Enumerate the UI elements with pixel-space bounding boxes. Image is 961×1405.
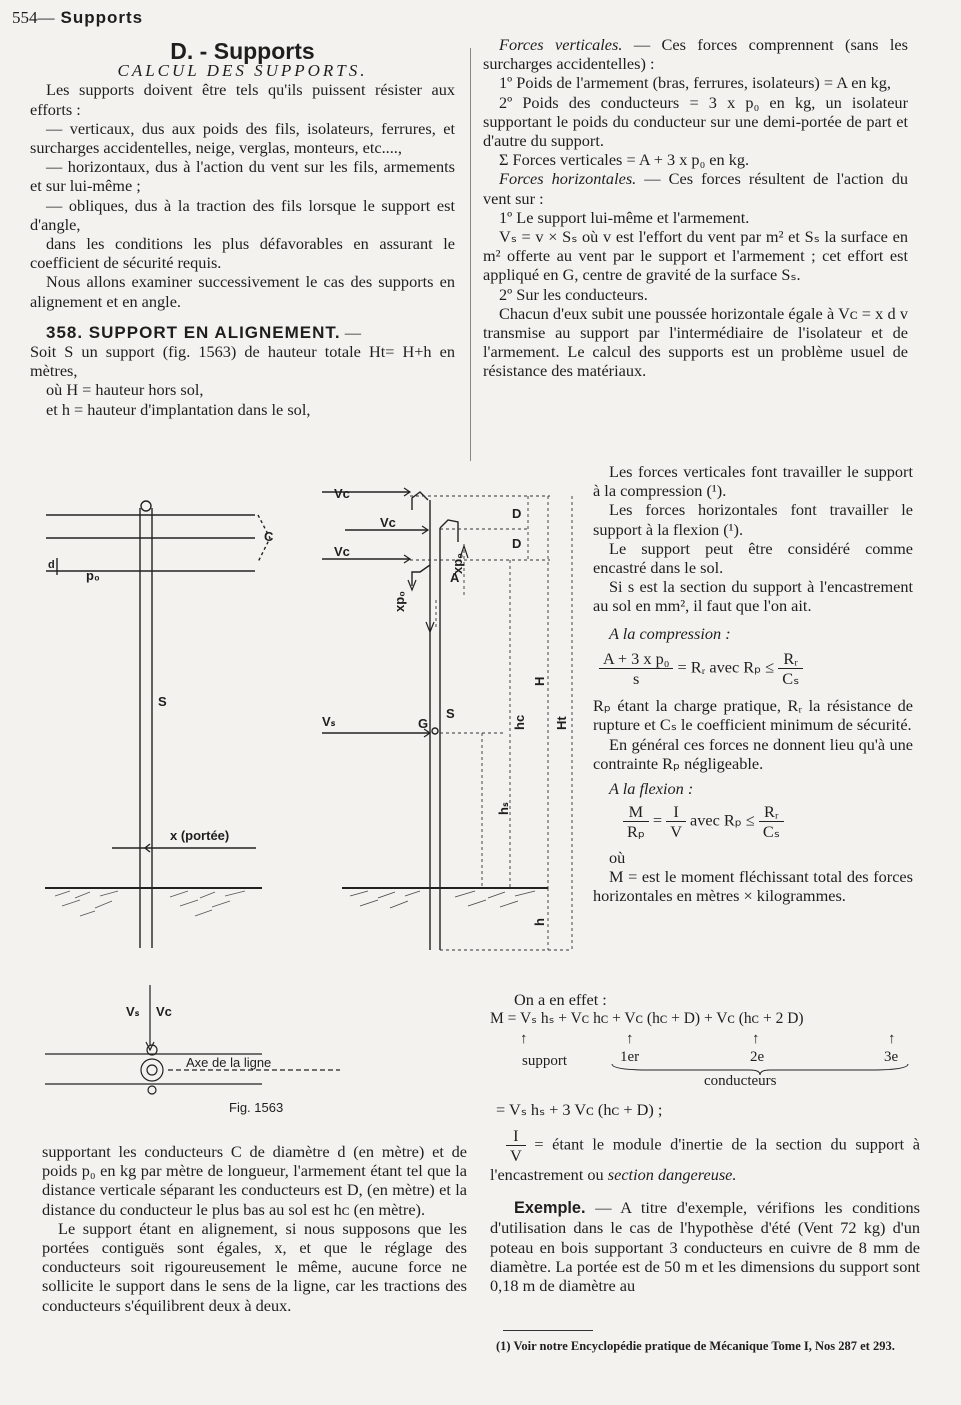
- arrow-2e: ↑: [752, 1031, 760, 1048]
- fig-label-vs: Vₛ: [322, 714, 336, 729]
- formula-flexion: $\frac{M}{\text{Rₚ}}$ = $\frac{I}{V}$ avec Rₚ ≤ $\frac{\text{Rᵣ}}{\text{Cₛ}}$: [623, 802, 913, 841]
- fig-label-s-right: S: [446, 706, 455, 721]
- a-compression: A la compression :: [609, 623, 731, 643]
- fig-label-d-1: D: [512, 506, 522, 521]
- p-flexion: Les forces horizontales font travailler le support à la flexion (¹).: [593, 500, 913, 539]
- fig-label-vc-1: Vᴄ: [334, 486, 350, 501]
- moment-equation: M = Vₛ hₛ + Vᴄ hᴄ + Vᴄ (hᴄ + D) + Vᴄ (hᴄ + 2 D): [490, 1010, 804, 1028]
- a-flexion: A la flexion :: [609, 779, 694, 799]
- inertia-paragraph: $\frac{I}{V}$ = étant le module d'inertie de la section du support à l'encastrement ou section dangereuse.: [490, 1125, 921, 1185]
- footnote: (1) Voir notre Encyclopédie pratique de Mécanique Tome I, Nos 287 et 293.: [496, 1339, 895, 1353]
- left-column-bottom: [42, 1142, 467, 1315]
- item-horizontal: — horizontaux, dus à l'action du vent sur les fils, armements et sur lui-même ;: [30, 157, 455, 196]
- fig-label-c: C: [264, 529, 274, 544]
- label-2e: 2e: [750, 1049, 765, 1066]
- fig-label-vc-3: Vᴄ: [334, 544, 350, 559]
- page-number: 554—: [12, 8, 55, 27]
- running-title: Supports: [60, 8, 144, 27]
- label-conducteurs: conducteurs: [704, 1073, 777, 1090]
- fh-item-2: 2º Sur les conducteurs.: [499, 284, 648, 304]
- fig-label-vs-plan: Vₛ: [126, 1004, 140, 1019]
- moment-equation-2: = Vₛ hₛ + 3 Vᴄ (hᴄ + D) ;: [496, 1100, 663, 1120]
- conditions-paragraph: dans les conditions les plus défavorables en assurant le coefficient de sécurité requis.: [30, 234, 455, 273]
- intro-paragraph: Les supports doivent être tels qu'ils puissent résister aux efforts :: [30, 80, 455, 119]
- formula-compression: $\frac{\text{A + 3 x p₀}}{s}$ = Rᵣ avec Rₚ ≤ $\frac{\text{Rᵣ}}{\text{Cₛ}}$: [599, 649, 913, 688]
- fig-label-portee: x (portée): [170, 828, 230, 843]
- examine-paragraph: Nous allons examiner successivement le cas des supports en alignement et en angle.: [30, 272, 455, 311]
- footnote-rule: [503, 1330, 593, 1331]
- p-general: En général ces forces ne donnent lieu qu'à une contrainte Rₚ négligeable.: [593, 734, 913, 773]
- fig-label-vc-plan: Vᴄ: [156, 1004, 172, 1019]
- p-rp: Rₚ étant la charge pratique, Rᵣ la résistance de rupture et Cₛ le coefficient minimum de sécurité.: [593, 696, 913, 735]
- after-figure-paragraph-2: Le support étant en alignement, si nous supposons que les portées contiguës sont égales, x, et que le réglage des conducteurs soit rigoureusement le même, aucune force ne sollicite le support dans le sens de la ligne, car les tractions des conducteurs s'équilibrent deux à deux.: [42, 1218, 467, 1315]
- fig-label-h-lower: h: [532, 918, 547, 926]
- arrow-1er: ↑: [626, 1031, 634, 1048]
- item-vertical: — verticaux, dus aux poids des fils, isolateurs, ferrures, et surcharges accidentelles, neige, verglas, monteurs, etc....,: [30, 118, 455, 158]
- fig-label-vc-2: Vᴄ: [380, 515, 396, 530]
- after-figure-paragraph-1: supportant les conducteurs C de diamètre d (en mètre) et de poids p₀ en kg par mètre de longueur, l'armement étant tel que la distance verticale séparant les conducteurs est D, (en mètre) et la distance du conducteur le plus bas au sol est hᴄ (en mètre).: [42, 1142, 467, 1219]
- subheading: CALCUL DES SUPPORTS.: [117, 61, 368, 81]
- ou-label: où: [609, 847, 626, 867]
- fig-label-s-left: S: [158, 694, 167, 709]
- fh-item-2-detail: Chacun d'eux subit une poussée horizontale égale à Vᴄ = x d v transmise au support par l'intermédiaire de l'isolateur et de l'armement. Le calcul des supports est un problème usuel de résistance des matériaux.: [483, 303, 908, 381]
- fig-label-d-2: D: [512, 536, 522, 551]
- section-line-1: Soit S un support (fig. 1563) de hauteur totale Ht= H+h en mètres,: [30, 342, 455, 381]
- left-column-top: [30, 38, 455, 419]
- label-3e: 3e: [884, 1049, 899, 1066]
- item-oblique: — obliques, dus à la traction des fils lorsque le support est d'angle,: [30, 195, 455, 234]
- moment-equation-labels: [490, 1028, 920, 1090]
- on-a: On a en effet :: [514, 990, 607, 1009]
- fig-label-a: A: [450, 570, 460, 585]
- forces-verticales: Forces verticales. — Ces forces comprennent (sans les surcharges accidentelles) :: [483, 35, 908, 74]
- arrow-support: ↑: [520, 1031, 528, 1048]
- p-encastre: Le support peut être considéré comme encastré dans le sol.: [593, 538, 913, 578]
- forces-horizontales: Forces horizontales. — Ces forces résultent de l'action du vent sur :: [483, 169, 908, 208]
- figure-caption: Fig. 1563: [229, 1100, 284, 1115]
- fig-label-xp0-1: xp₀: [450, 552, 465, 574]
- page-header: [12, 8, 143, 28]
- p-section: Si s est la section du support à l'encastrement au sol en mm², il faut que l'on ait.: [593, 577, 913, 616]
- section-line-3: et h = hauteur d'implantation dans le sol,: [46, 399, 311, 419]
- fig-label-hc: hᴄ: [512, 714, 527, 730]
- arrow-3e: ↑: [888, 1031, 896, 1048]
- fig-label-g: G: [418, 716, 429, 731]
- fh-item-1-detail: Vₛ = v × Sₛ où v est l'effort du vent par m² et Sₛ la surface en m² offerte au vent par le support et l'armement ; cet effort est appliqué en G, centre de gravité de la surface Sₛ.: [483, 227, 908, 285]
- fig-label-ht: Ht: [554, 716, 569, 730]
- fh-item-1: 1º Le support lui-même et l'armement.: [499, 207, 750, 227]
- section-358-title: 358. SUPPORT EN ALIGNEMENT. —: [46, 322, 362, 342]
- fv-item-1: 1º Poids de l'armement (bras, ferrures, isolateurs) = A en kg,: [499, 73, 891, 93]
- fig-label-axe: Axe de la ligne: [186, 1055, 272, 1070]
- section-heading: D. - Supports: [170, 38, 315, 64]
- fig-label-hs: hₛ: [496, 802, 511, 815]
- p-m: M = est le moment fléchissant total des forces horizontales en mètres × kilogrammes.: [593, 866, 913, 906]
- exemple-paragraph: Exemple. — A titre d'exemple, vérifions les conditions d'utilisation dans le cas de l'hypothèse d'été (Vent 72 kg) d'un poteau en bois supportant 3 conducteurs en cuivre de 8 mm de diamètre. La portée est de 50 m et les dimensions du support sont 0,18 m de diamètre au: [490, 1198, 920, 1296]
- label-support: support: [522, 1053, 567, 1070]
- fv-item-2: 2º Poids des conducteurs = 3 x p₀ en kg, un isolateur supportant le poids du conducteur sur une demi-portée de part et d'autre du support.: [483, 92, 908, 151]
- p-compression: Les forces verticales font travailler le support à la compression (¹).: [593, 462, 913, 501]
- right-column-top: [483, 35, 908, 381]
- fv-sum: Σ Forces verticales = A + 3 x p₀ en kg.: [499, 150, 750, 170]
- label-1er: 1er: [620, 1049, 640, 1066]
- fig-label-p0: p₀: [86, 568, 100, 583]
- section-line-2: où H = hauteur hors sol,: [46, 380, 204, 400]
- fig-label-xp0-2: xp₀: [392, 590, 407, 612]
- right-column-narrow: [593, 462, 913, 905]
- fig-label-h-upper: H: [532, 676, 547, 686]
- column-rule: [470, 48, 471, 461]
- right-column-lower: [490, 990, 920, 1295]
- fig-label-d: d: [48, 559, 55, 571]
